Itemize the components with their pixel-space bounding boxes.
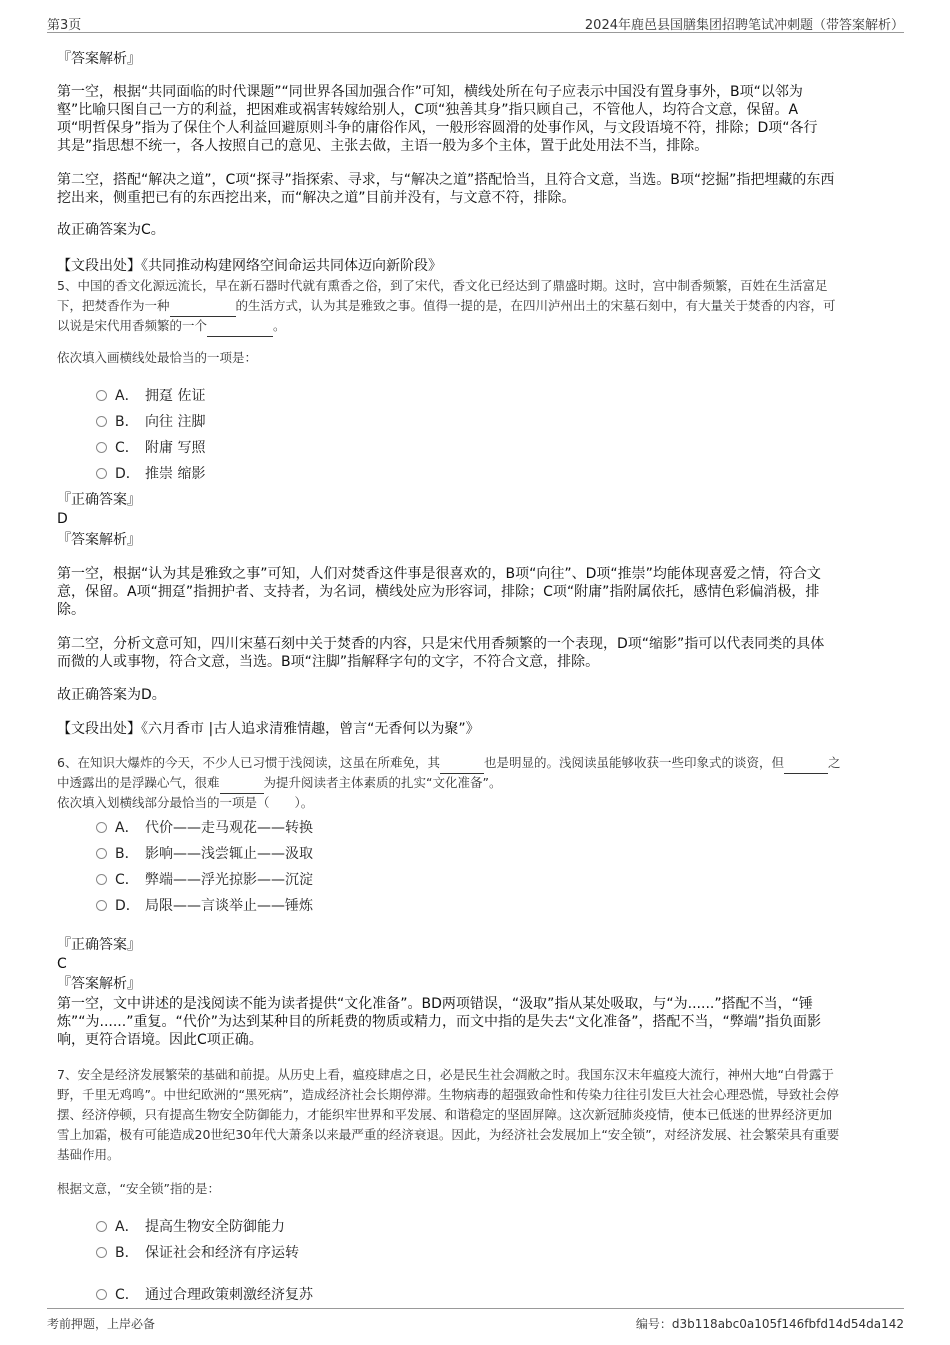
- q4-source: 【文段出处】《共同推动构建网络空间命运共同体迈向新阶段》: [57, 258, 442, 274]
- q5-source: 【文段出处】《六月香市 |古人追求清雅情趣，曾言“无香何以为聚”》: [57, 721, 480, 737]
- radio-icon[interactable]: [96, 900, 107, 911]
- option-text: 保证社会和经济有序运转: [145, 1245, 299, 1261]
- option-letter: D．: [115, 898, 140, 914]
- option-text: 拥趸 佐证: [145, 388, 206, 404]
- option-text: 附庸 写照: [145, 440, 206, 456]
- page-number: 第3页: [47, 18, 82, 33]
- q6-stem-line2-b: 为提升阅读者主体素质的扎实“文化准备”。: [263, 775, 502, 790]
- q6-stem-line1-c: 之: [827, 755, 841, 770]
- q6-stem-line2-a: 中透露出的是浮躁心气，很难: [57, 775, 220, 790]
- option-letter: A．: [115, 1219, 139, 1235]
- option-letter: C．: [115, 872, 139, 888]
- q6-analysis-line3: 响，更符合语境。因此C项正确。: [57, 1032, 263, 1048]
- q6-option-d[interactable]: [96, 895, 313, 917]
- q5-stem-line3-a: 以说是宋代用香频繁的一个: [57, 318, 208, 333]
- q4-analysis-p2-line2: 挖出来，侧重把已有的东西挖出来，而“解决之道”目前并没有，与文意不符，排除。: [57, 190, 576, 206]
- q5-option-c[interactable]: [96, 437, 205, 459]
- q5-stem-line1: 5、中国的香文化源远流长，早在新石器时代就有熏香之俗，到了宋代，香文化已经达到了鼎盛时期。这时，宫中制香频繁，百姓在生活富足: [57, 278, 828, 293]
- q4-analysis-p1-line1: 第一空，根据“共同面临的时代课题”“同世界各国加强合作”可知，横线处所在句子应表示中国没有置身事外，B项“以邻为: [57, 84, 803, 100]
- radio-icon[interactable]: [96, 848, 107, 859]
- q5-analysis-p2-line2: 而微的人或事物，符合文意，当选。B项“注脚”指解释字句的文字，不符合文意，排除。: [57, 654, 600, 670]
- q7-stem-line5: 基础作用。: [57, 1147, 120, 1162]
- footer-code: [636, 1315, 904, 1332]
- q4-conclusion: 故正确答案为C。: [57, 222, 165, 238]
- q5-analysis-p2-line1: 第二空，分析文意可知，四川宋墓石刻中关于焚香的内容，只是宋代用香频繁的一个表现，D项“缩影”指可以代表同类的具体: [57, 636, 825, 652]
- option-text: 弊端——浮光掠影——沉淀: [145, 872, 313, 888]
- q4-analysis-p1-line2: 壑”比喻只图自己一方的利益，把困难或祸害转嫁给别人，C项“独善其身”指只顾自己，不管他人，均符合文意，保留。A: [57, 102, 799, 118]
- q5-stem-line2-a: 下，把焚香作为一种: [57, 298, 170, 313]
- q5-analysis-p1-line3: 除。: [57, 602, 85, 618]
- option-letter: B．: [115, 846, 139, 862]
- q6-stem-line1-a: 6、在知识大爆炸的今天，不少人已习惯于浅阅读，这虽在所难免，其: [57, 755, 440, 770]
- q5-prompt: 依次填入画横线处最恰当的一项是：: [57, 350, 258, 365]
- q7-prompt: 根据文意，“安全锁”指的是：: [57, 1181, 220, 1196]
- radio-icon[interactable]: [96, 416, 107, 427]
- q6-blank-3: [220, 773, 264, 794]
- radio-icon[interactable]: [96, 390, 107, 401]
- q5-answer: D: [57, 511, 68, 527]
- q5-option-b[interactable]: [96, 411, 205, 433]
- q7-stem-line1: 7、安全是经济发展繁荣的基础和前提。从历史上看，瘟疫肆虐之日，必是民生社会凋敝之时。我国东汉末年瘟疫大流行，神州大地“白骨露于: [57, 1067, 834, 1082]
- q5-stem-line2-b: 的生活方式，认为其是雅致之事。值得一提的是，在四川泸州出土的宋墓石刻中，有大量关于焚香的内容，可: [235, 298, 836, 313]
- option-text: 向往 注脚: [145, 414, 206, 430]
- q5-analysis-label: 『答案解析』: [57, 532, 141, 548]
- radio-icon[interactable]: [96, 1247, 107, 1258]
- q5-stem-line3: [57, 316, 286, 337]
- q7-stem-line4: 雪上加霜，极有可能造成20世纪30年代大萧条以来最严重的经济衰退。因此，为经济社会发展加上“安全锁”，对经济发展、社会繁荣具有重要: [57, 1127, 840, 1142]
- option-letter: C．: [115, 1287, 139, 1303]
- radio-icon[interactable]: [96, 1221, 107, 1232]
- option-text: 代价——走马观花——转换: [145, 820, 313, 836]
- q5-option-a[interactable]: [96, 385, 205, 407]
- q4-analysis-p1-line3: 项“明哲保身”指为了保住个人利益回避原则斗争的庸俗作风，一般形容圆滑的处事作风，与文段语境不符，排除；D项“各行: [57, 120, 818, 136]
- q6-analysis-line2: 炼”“为......”重复。“代价”为达到某种目的所耗费的物质或精力，而文中指的是失去“文化准备”，搭配不当，“弊端”指负面影: [57, 1014, 821, 1030]
- q5-analysis-p1-line2: 意，保留。A项“拥趸”指拥护者、支持者，为名词，横线处应为形容词，排除；C项“附庸”指附属依托，感情色彩偏消极，排: [57, 584, 820, 600]
- page-header: [47, 12, 904, 33]
- q5-blank-1: [170, 296, 236, 317]
- option-letter: A．: [115, 388, 139, 404]
- q6-option-c[interactable]: [96, 869, 313, 891]
- footer-code-value: d3b118abc0a105f146fbfd14d54da142: [671, 1317, 904, 1331]
- q6-stem-line1: [57, 753, 841, 774]
- q6-answer: C: [57, 956, 67, 972]
- option-text: 局限——言谈举止——锤炼: [145, 898, 313, 914]
- radio-icon[interactable]: [96, 468, 107, 479]
- option-letter: B．: [115, 1245, 139, 1261]
- q6-blank-1: [440, 753, 484, 774]
- q5-stem-line3-b: 。: [273, 318, 286, 333]
- option-letter: B．: [115, 414, 139, 430]
- q5-option-d[interactable]: [96, 463, 205, 485]
- q7-option-a[interactable]: [96, 1216, 285, 1238]
- q4-analysis-p1-line4: 其是”指思想不统一，各人按照自己的意见、主张去做，主语一般为多个主体，置于此处用法不当，排除。: [57, 138, 709, 154]
- q6-stem-line2: [57, 773, 501, 794]
- option-text: 推崇 缩影: [145, 466, 206, 482]
- document-title: 2024年鹿邑县国膳集团招聘笔试冲刺题（带答案解析）: [584, 18, 904, 33]
- q5-conclusion: 故正确答案为D。: [57, 687, 166, 703]
- footer-slogan: 考前押题，上岸必备: [47, 1317, 156, 1331]
- q5-analysis-p1-line1: 第一空，根据“认为其是雅致之事”可知，人们对焚香这件事是很喜欢的，B项“向往”、D项“推崇”均能体现喜爱之情，符合文: [57, 566, 821, 582]
- option-letter: C．: [115, 440, 139, 456]
- q4-analysis-label: 『答案解析』: [57, 51, 141, 67]
- q7-option-c[interactable]: [96, 1284, 313, 1306]
- radio-icon[interactable]: [96, 442, 107, 453]
- q6-analysis-label: 『答案解析』: [57, 976, 141, 992]
- option-letter: D．: [115, 466, 140, 482]
- radio-icon[interactable]: [96, 874, 107, 885]
- q6-option-b[interactable]: [96, 843, 313, 865]
- q6-prompt: 依次填入划横线部分最恰当的一项是（ ）。: [57, 795, 314, 810]
- option-text: 影响——浅尝辄止——汲取: [145, 846, 313, 862]
- q6-analysis-line1: 第一空，文中讲述的是浅阅读不能为读者提供“文化准备”。BD两项错误，“汲取”指从某处吸取，与“为......”搭配不当，“锤: [57, 996, 813, 1012]
- option-text: 通过合理政策刺激经济复苏: [145, 1287, 313, 1303]
- q6-option-a[interactable]: [96, 817, 313, 839]
- footer-code-label: 编号：: [635, 1317, 672, 1331]
- page-footer: [47, 1308, 904, 1335]
- q6-blank-2: [784, 753, 828, 774]
- option-letter: A．: [115, 820, 139, 836]
- q7-stem-line2: 野，千里无鸡鸣”。中世纪欧洲的“黑死病”，造成经济社会长期停滞。生物病毒的超强致命性和传染力往往引发巨大社会心理恐慌，导致社会停: [57, 1087, 839, 1102]
- option-text: 提高生物安全防御能力: [145, 1219, 285, 1235]
- q6-answer-label: 『正确答案』: [57, 937, 141, 953]
- q5-blank-2: [207, 316, 273, 337]
- q5-stem-line2: [57, 296, 836, 317]
- radio-icon[interactable]: [96, 1289, 107, 1300]
- q7-option-b[interactable]: [96, 1242, 299, 1264]
- q5-answer-label: 『正确答案』: [57, 492, 141, 508]
- q7-stem-line3: 摆、经济停顿，只有提高生物安全防御能力，才能织牢世界和平发展、和谐稳定的坚固屏障。这次新冠肺炎疫情，使本已低迷的世界经济更加: [57, 1107, 833, 1122]
- q4-analysis-p2-line1: 第二空，搭配“解决之道”，C项“探寻”指探索、寻求，与“解决之道”搭配恰当，且符合文意，当选。B项“挖掘”指把埋藏的东西: [57, 172, 835, 188]
- q6-stem-line1-b: 也是明显的。浅阅读虽能够收获一些印象式的谈资，但: [483, 755, 784, 770]
- radio-icon[interactable]: [96, 822, 107, 833]
